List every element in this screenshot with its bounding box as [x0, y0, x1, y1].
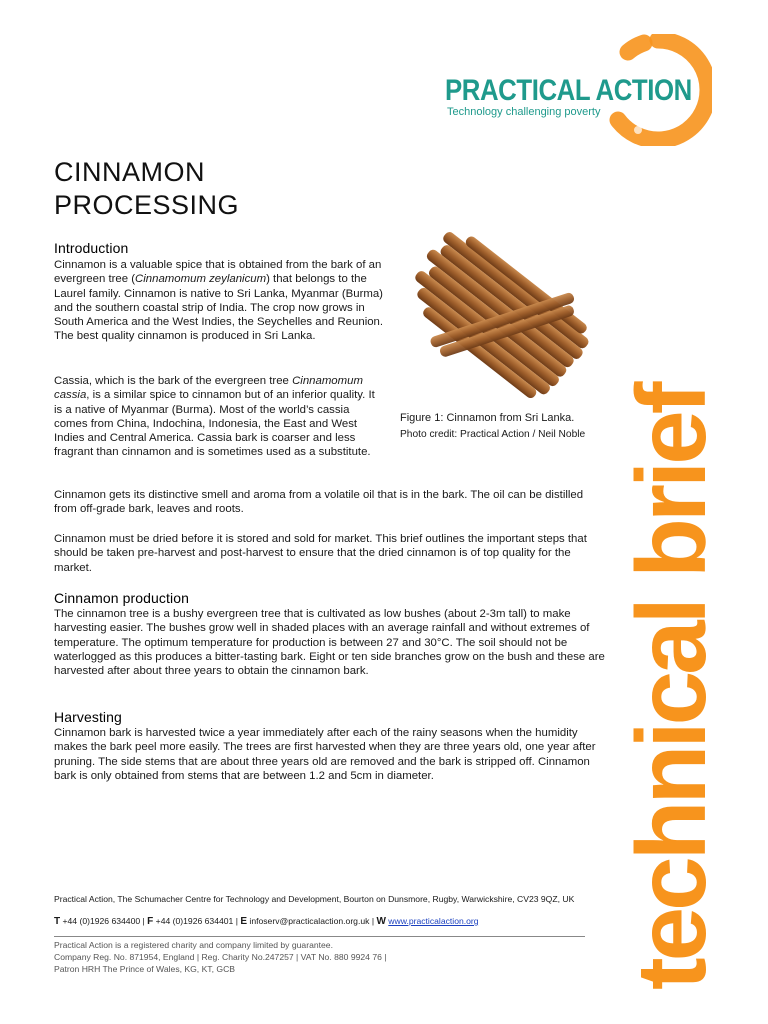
- email-value[interactable]: infoserv@practicalaction.org.uk: [249, 916, 370, 926]
- harvesting-paragraph: Cinnamon bark is harvested twice a year immediately after each of the rainy seasons when the humidity makes the bark peel more easily. The trees are first harvested when they are three years old, one year after pruning. The side stems that are about three years old are removed and the bark is stripped off. Cinnamon bark is only obtained from stems that are between 1.2 and 5cm in diameter.: [54, 727, 596, 782]
- brand-name: PRACTICAL ACTION: [445, 74, 692, 107]
- document-title: [54, 156, 239, 222]
- introduction-paragraph-1: [54, 258, 384, 344]
- email-label: E: [240, 916, 248, 927]
- intro-p2-species: Cinnamomum cassia: [54, 375, 363, 402]
- intro-p1-text-b: ) that belongs to the Laurel family. Cinnamon is native to Sri Lanka, Myanmar (Burma) and the southern coastal strip of India. The crop now grows in South America and the West Indies, the Seychelles and Reunion. The best quality cinnamon is produced in Sri Lanka.: [54, 273, 384, 343]
- separator: |: [371, 916, 375, 926]
- production-heading: Cinnamon production: [54, 590, 189, 606]
- phone-value: +44 (0)1926 634400: [62, 916, 141, 926]
- phone-label: T: [54, 916, 61, 927]
- web-label: W: [376, 916, 386, 927]
- website-link[interactable]: www.practicalaction.org: [388, 916, 479, 926]
- intro-p2-text-b: , is a similar spice to cinnamon but of an inferior quality. It is a native of Myanmar (Burma). Most of the world’s cassia comes from China, Indochina, Indonesia, the East and West Indies and Central America. Cassia bark is coarser and less fragrant than cinnamon and is sometimes used as a substitute.: [54, 389, 375, 459]
- introduction-paragraph-3: Cinnamon gets its distinctive smell and aroma from a volatile oil that is in the bark. The oil can be distilled from off-grade bark, leaves and roots.: [54, 489, 584, 516]
- figure-label: Figure 1: [400, 412, 441, 424]
- footer-address: Practical Action, The Schumacher Centre for Technology and Development, Bourton on Dunsmore, Rugby, Warwickshire, CV23 9QZ, UK: [54, 894, 575, 904]
- footer-contact-line: [54, 916, 479, 927]
- footer-patron: Patron HRH The Prince of Wales, KG, KT, GCB: [54, 964, 236, 974]
- fax-label: F: [147, 916, 154, 927]
- cinnamon-sticks-photo: [398, 228, 598, 398]
- separator: |: [142, 916, 145, 926]
- introduction-paragraph-4: Cinnamon must be dried before it is stored and sold for market. This brief outlines the important steps that should be taken pre-harvest and post-harvest to ensure that the dried cinnamon is of top quality for the market.: [54, 533, 587, 574]
- title-line-1: CINNAMON: [54, 157, 205, 187]
- figure-caption: [400, 411, 600, 442]
- footer-registration: Company Reg. No. 871954, England | Reg. Charity No.247257 | VAT No. 880 9924 76 |: [54, 952, 387, 962]
- intro-p1-species: Cinnamomum zeylanicum: [135, 273, 267, 286]
- figure-credit: Photo credit: Practical Action / Neil Noble: [400, 428, 586, 440]
- figure-caption-text: : Cinnamon from Sri Lanka.: [440, 412, 575, 424]
- harvesting-heading: Harvesting: [54, 709, 122, 725]
- brand-tagline: Technology challenging poverty: [447, 106, 601, 118]
- introduction-heading: Introduction: [54, 240, 129, 256]
- separator: |: [235, 916, 238, 926]
- footer-charity: Practical Action is a registered charity and company limited by guarantee.: [54, 940, 333, 950]
- technical-brief-label: technical brief: [616, 385, 726, 990]
- footer-divider: [54, 936, 585, 937]
- fax-value: +44 (0)1926 634401: [155, 916, 234, 926]
- intro-p2-text-a: Cassia, which is the bark of the evergreen tree: [54, 375, 293, 387]
- intro-p1-text-a: Cinnamon is a valuable spice that is obtained from the bark of an evergreen tree (: [54, 259, 382, 286]
- introduction-paragraph-2: [54, 374, 384, 460]
- title-line-2: PROCESSING: [54, 190, 240, 220]
- production-paragraph: The cinnamon tree is a bushy evergreen tree that is cultivated as low bushes (about 2-3m tall) to make harvesting easier. The bushes grow well in shaded places with an average rainfall and without extremes of temperature. The optimum temperature for production is between 27 and 30°C. The soil should not be waterlogged as this produces a bitter-tasting bark. Eight or ten side branches grow on the bush and these are harvested after about three years to obtain the cinnamon bark.: [54, 608, 605, 678]
